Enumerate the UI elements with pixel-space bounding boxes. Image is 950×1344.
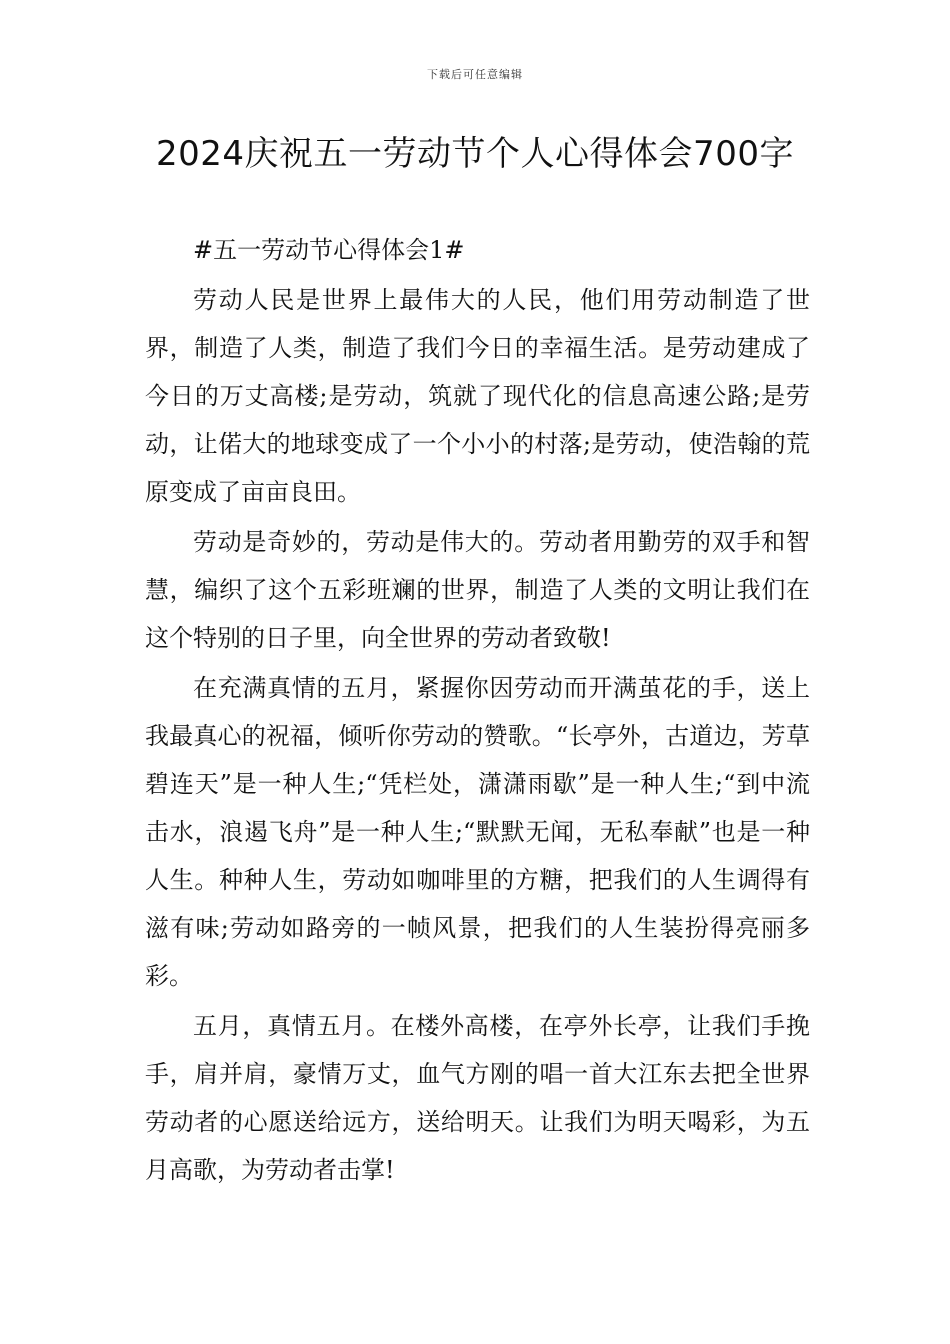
paragraph: 五月，真情五月。在楼外高楼，在亭外长亭，让我们手挽手，肩并肩，豪情万丈，血气方刚的唱一首大江东去把全世界劳动者的心愿送给远方，送给明天。让我们为明天喝彩，为五月高歌，为劳动者击掌! xyxy=(145,1012,810,1184)
paragraph: 劳动人民是世界上最伟大的人民，他们用劳动制造了世界，制造了人类，制造了我们今日的幸福生活。是劳动建成了今日的万丈高楼;是劳动，筑就了现代化的信息高速公路;是劳动，让偌大的地球变成了一个小小的村落;是劳动，使浩翰的荒原变成了亩亩良田。 xyxy=(145,286,810,506)
paragraph: 在充满真情的五月，紧握你因劳动而开满茧花的手，送上我最真心的祝福，倾听你劳动的赞歌。“长亭外，古道边，芳草碧连天”是一种人生;“凭栏处，潇潇雨歇”是一种人生;“到中流击水，浪遏飞舟”是一种人生;“默默无闻，无私奉献”也是一种人生。种种人生，劳动如咖啡里的方糖，把我们的人生调得有滋有味;劳动如路旁的一帧风景，把我们的人生装扮得亮丽多彩。 xyxy=(145,674,810,990)
section-heading: #五一劳动节心得体会1# xyxy=(193,236,465,264)
document-title: 2024庆祝五一劳动节个人心得体会700字 xyxy=(156,134,794,174)
header-note: 下载后可任意编辑 xyxy=(427,68,523,81)
paragraph: 劳动是奇妙的，劳动是伟大的。劳动者用勤劳的双手和智慧，编织了这个五彩班斓的世界，制造了人类的文明让我们在这个特别的日子里，向全世界的劳动者致敬! xyxy=(145,528,810,652)
document-body xyxy=(145,226,810,1196)
